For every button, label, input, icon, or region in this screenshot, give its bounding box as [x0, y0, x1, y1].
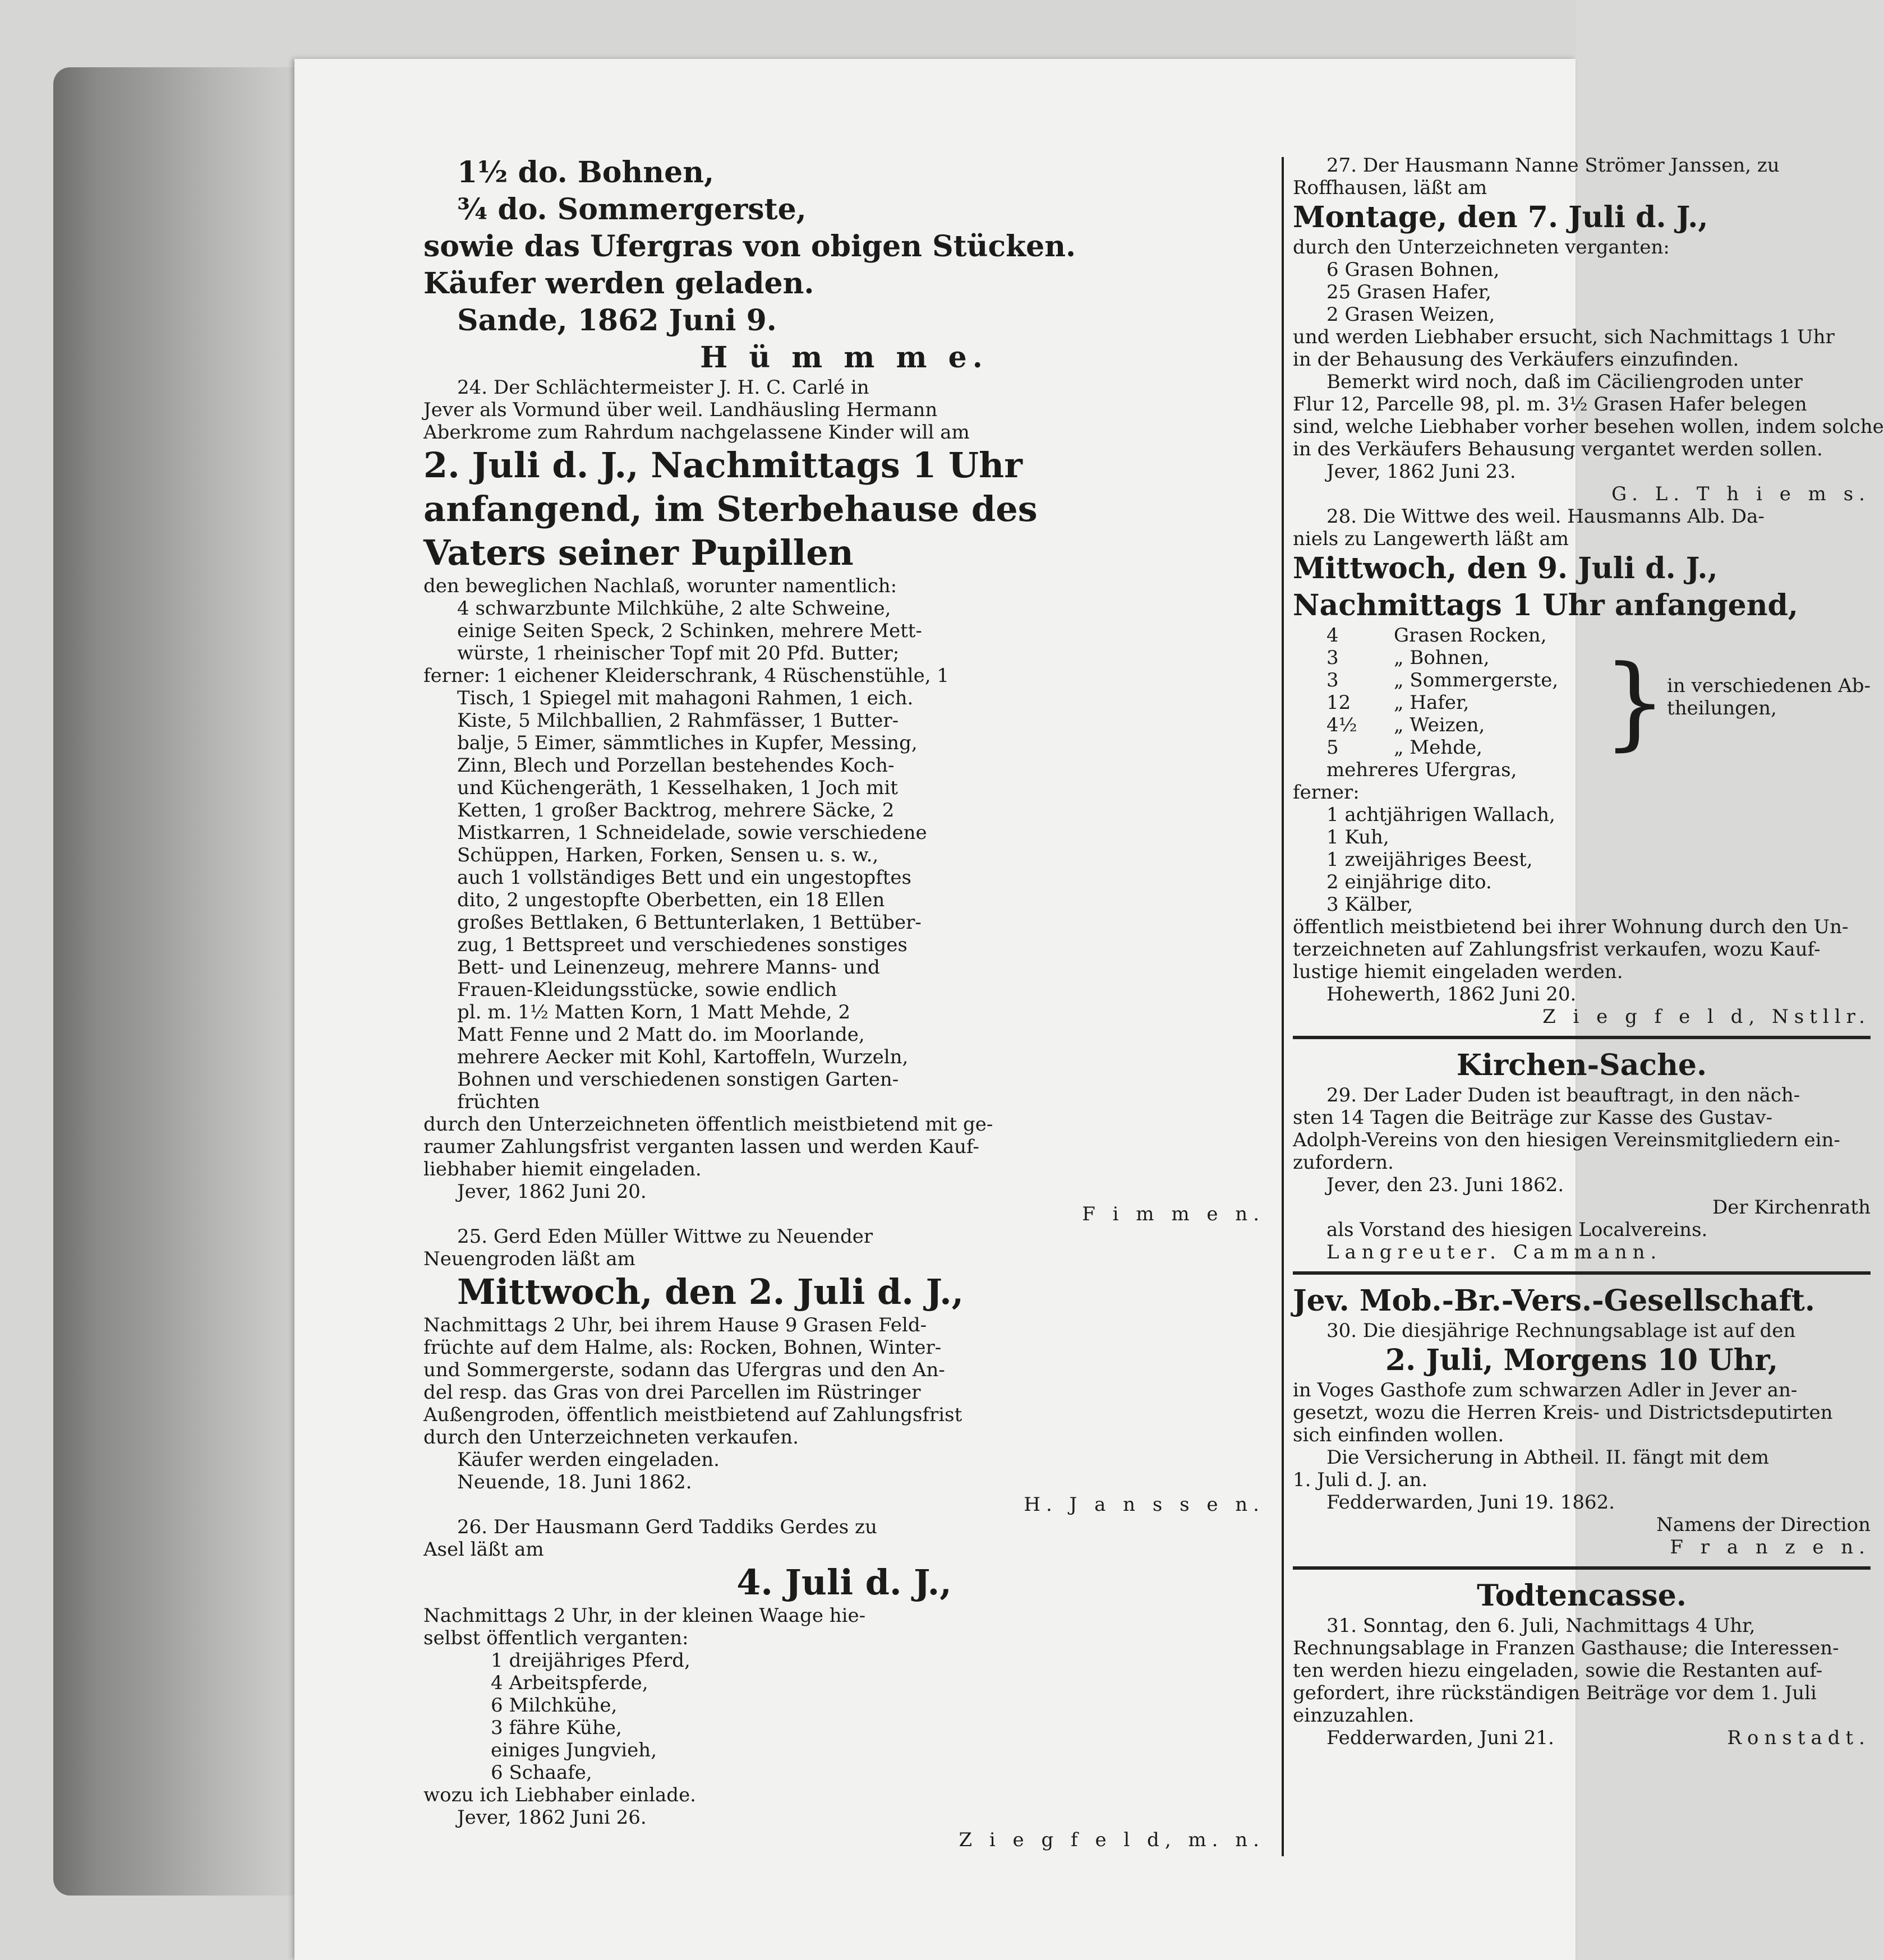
n24-body-line: liebhaber hiemit eingeladen.	[423, 1158, 702, 1180]
n28-list-row: 3 „ Bohnen,	[1326, 647, 1490, 669]
n28-list2-item: 2 einjährige dito.	[1326, 871, 1492, 893]
n28-line-2: niels zu Langewerth läßt am	[1293, 528, 1569, 550]
n25-bold: Mittwoch, den 2. Juli d. J.,	[457, 1271, 964, 1312]
signature-thiems: G. L. T h i e m s.	[1611, 483, 1871, 505]
n28-ferner: ferner:	[1293, 781, 1360, 804]
n27-body-line: in des Verkäufers Behausung vergantet werden sollen.	[1293, 438, 1823, 460]
n24-body-line: dito, 2 ungestopfte Oberbetten, ein 18 Ellen	[457, 889, 885, 911]
n25-body-line: Außengroden, öffentlich meistbietend auf Zahlungsfrist	[423, 1404, 962, 1426]
n26-list-item: 1 dreijähriges Pferd,	[491, 1649, 690, 1672]
n24-body-line: Jever, 1862 Juni 20.	[457, 1180, 647, 1203]
n31-line: Rechnungsablage in Franzen Gasthause; die Interessen-	[1293, 1637, 1839, 1659]
n26-bold: 4. Juli d. J.,	[736, 1562, 952, 1603]
signature-ziegfeld-nstllr: Z i e g f e l d, Nstllr.	[1542, 1006, 1871, 1028]
n26-list-item: 6 Schaafe,	[491, 1761, 592, 1784]
n28-list-row: 5 „ Mehde,	[1326, 736, 1482, 759]
n24-body-line: Zinn, Blech und Porzellan bestehendes Koch-	[457, 754, 895, 777]
n30-bold: 2. Juli, Morgens 10 Uhr,	[1385, 1343, 1779, 1377]
n25-body-line: Nachmittags 2 Uhr, bei ihrem Hause 9 Grasen Feld-	[423, 1314, 927, 1336]
n28-crop-items	[1293, 624, 1603, 781]
top-line-2: ¾ do. Sommergerste,	[457, 192, 807, 227]
n24-body-line: ferner: 1 eichener Kleiderschrank, 4 Rüschenstühle, 1	[423, 665, 949, 687]
n27-body-line: Flur 12, Parcelle 98, pl. m. 3½ Grasen Hafer belegen	[1293, 393, 1807, 416]
n29-sig-line: Langreuter. Cammann.	[1326, 1241, 1662, 1263]
n24-body-line: Bett- und Leinenzeug, mehrere Manns- und	[457, 956, 880, 979]
n31-line: 31. Sonntag, den 6. Juli, Nachmittags 4 Uhr,	[1326, 1615, 1756, 1637]
n24-body-line: zug, 1 Bettspreet und verschiedenes sonstiges	[457, 934, 908, 956]
n24-body-line: 4 schwarzbunte Milchkühe, 2 alte Schweine,	[457, 597, 891, 620]
n25-body-line: Neuende, 18. Juni 1862.	[457, 1471, 692, 1493]
n27-list-item: 2 Grasen Weizen,	[1326, 303, 1495, 326]
n30-body-line: sich einfinden wollen.	[1293, 1424, 1504, 1446]
n26-end-line: Jever, 1862 Juni 26.	[457, 1806, 647, 1829]
n24-line-3: Aberkrome zum Rahrdum nachgelassene Kinder will am	[423, 421, 970, 444]
n29-sig-line: Der Kirchenrath	[1712, 1196, 1871, 1219]
n24-body-line: und Küchengeräth, 1 Kesselhaken, 1 Joch mit	[457, 777, 898, 799]
n24-body-line: Bohnen und verschiedenen sonstigen Garten-	[457, 1068, 899, 1091]
n28-body-line: öffentlich meistbietend bei ihrer Wohnung durch den Un-	[1293, 916, 1849, 938]
n28-bold-1: Mittwoch, den 9. Juli d. J.,	[1293, 551, 1718, 585]
brace-symbol: }	[1602, 644, 1667, 761]
n24-body-line: Kiste, 5 Milchballien, 2 Rahmfässer, 1 Butter-	[457, 709, 899, 732]
n30-body-line: 1. Juli d. J. an.	[1293, 1469, 1428, 1491]
n28-bracket-note	[1667, 624, 1871, 781]
n28-body-line: Hohewerth, 1862 Juni 20.	[1326, 983, 1577, 1006]
top-line-5: Sande, 1862 Juni 9.	[457, 303, 777, 338]
n28-list2-item: 1 zweijähriges Beest,	[1326, 848, 1533, 871]
n29-line: sten 14 Tagen die Beiträge zur Kasse des Gustav-	[1293, 1106, 1772, 1129]
n28-body-line: terzeichneten auf Zahlungsfrist verkaufen, wozu Kauf-	[1293, 938, 1821, 961]
n24-body-line: großes Bettlaken, 6 Bettunterlaken, 1 Bettüber-	[457, 911, 922, 934]
bracket-line: theilungen,	[1667, 697, 1777, 720]
left-column	[423, 154, 1265, 1851]
top-line-3: sowie das Ufergras von obigen Stücken.	[423, 229, 1076, 264]
n24-body-line: Schüppen, Harken, Forken, Sensen u. s. w.,	[457, 844, 879, 866]
n26-list-item: einiges Jungvieh,	[491, 1739, 657, 1761]
n24-bold-3: Vaters seiner Pupillen	[423, 532, 854, 573]
n28-list-row: 3 „ Sommergerste,	[1326, 669, 1559, 691]
n26-list-item: 4 Arbeitspferde,	[491, 1672, 648, 1694]
n24-body-line: Tisch, 1 Spiegel mit mahagoni Rahmen, 1 eich.	[457, 687, 914, 709]
n28-bold-2: Nachmittags 1 Uhr anfangend,	[1293, 588, 1798, 622]
n27-line-1: 27. Der Hausmann Nanne Strömer Janssen, zu	[1326, 154, 1780, 177]
n31-date: Fedderwarden, Juni 21.	[1326, 1727, 1554, 1749]
n26-line-1: 26. Der Hausmann Gerd Taddiks Gerdes zu	[457, 1516, 877, 1538]
newspaper-page	[294, 59, 1884, 1960]
place-heading-humme: H ü m m m e.	[700, 340, 988, 375]
n25-body-line: Käufer werden eingeladen.	[457, 1449, 720, 1471]
n27-bold: Montage, den 7. Juli d. J.,	[1293, 200, 1708, 234]
n28-list-row: 4 Grasen Rocken,	[1326, 624, 1547, 647]
n24-body-line: raumer Zahlungsfrist verganten lassen und werden Kauf-	[423, 1136, 979, 1158]
book-page-edges	[53, 67, 294, 1896]
n26-line-2: Asel läßt am	[423, 1538, 544, 1561]
n29-sig-line: als Vorstand des hiesigen Localvereins.	[1326, 1219, 1708, 1241]
column-rule	[1282, 157, 1284, 1856]
n24-body-line: würste, 1 rheinischer Topf mit 20 Pfd. Butter;	[457, 642, 900, 665]
n31-line: gefordert, ihre rückständigen Beiträge vor dem 1. Juli	[1293, 1682, 1817, 1704]
n27-list-item: 6 Grasen Bohnen,	[1326, 259, 1500, 281]
n25-body-line: durch den Unterzeichneten verkaufen.	[423, 1426, 799, 1449]
n24-body-line: durch den Unterzeichneten öffentlich meistbietend mit ge-	[423, 1113, 993, 1136]
top-line-1: 1½ do. Bohnen,	[457, 155, 715, 190]
todtencasse-heading: Todtencasse.	[1477, 1579, 1687, 1613]
n24-line-1: 24. Der Schlächtermeister J. H. C. Carlé in	[457, 376, 869, 399]
n30-body-line: Die Versicherung in Abtheil. II. fängt mit dem	[1326, 1446, 1769, 1469]
n24-body-line: pl. m. 1½ Matten Korn, 1 Matt Mehde, 2	[457, 1001, 851, 1023]
n28-list-row: 12 „ Hafer,	[1326, 691, 1470, 714]
n26-end-line: wozu ich Liebhaber einlade.	[423, 1784, 696, 1806]
n28-list2-item: 3 Kälber,	[1326, 893, 1413, 916]
n30-body-line: gesetzt, wozu die Herren Kreis- und Districtsdeputirten	[1293, 1401, 1833, 1424]
n26-list-item: 6 Milchkühe,	[491, 1694, 618, 1717]
n28-list-row: 4½ „ Weizen,	[1326, 714, 1485, 736]
n24-body-line: Matt Fenne und 2 Matt do. im Moorlande,	[457, 1023, 865, 1046]
n24-body-line: Ketten, 1 großer Backtrog, mehrere Säcke, 2	[457, 799, 895, 822]
right-column	[1293, 154, 1884, 1749]
n25-line-2: Neuengroden läßt am	[423, 1248, 635, 1270]
n24-body-line: Frauen-Kleidungsstücke, sowie endlich	[457, 979, 837, 1001]
n28-line-1: 28. Die Wittwe des weil. Hausmanns Alb. Da-	[1326, 505, 1765, 528]
mob-vers-heading: Jev. Mob.-Br.-Vers.-Gesellschaft.	[1293, 1284, 1815, 1318]
n24-line-2: Jever als Vormund über weil. Landhäusling Hermann	[423, 399, 938, 421]
n30-sig-line: F r a n z e n.	[1670, 1536, 1871, 1558]
n25-line-1: 25. Gerd Eden Müller Wittwe zu Neuender	[457, 1225, 873, 1248]
n24-body-line: den beweglichen Nachlaß, worunter namentlich:	[423, 575, 897, 597]
n27-list-item: 25 Grasen Hafer,	[1326, 281, 1491, 303]
n25-body-line: früchte auf dem Halme, als: Rocken, Bohnen, Winter-	[423, 1336, 942, 1359]
signature-janssen: H. J a n s s e n.	[1024, 1493, 1265, 1516]
n28-list2-item: 1 achtjährigen Wallach,	[1326, 804, 1555, 826]
n31-line: ten werden hiezu eingeladen, sowie die Restanten auf-	[1293, 1659, 1823, 1682]
n27-body-line: Bemerkt wird noch, daß im Cäciliengroden unter	[1326, 371, 1803, 393]
n27-body-line: Jever, 1862 Juni 23.	[1326, 460, 1516, 483]
n24-body-line: früchten	[457, 1091, 540, 1113]
n29-line: Jever, den 23. Juni 1862.	[1326, 1174, 1564, 1196]
n24-body-line: Mistkarren, 1 Schneidelade, sowie verschiedene	[457, 822, 927, 844]
n24-body-line: balje, 5 Eimer, sämmtliches in Kupfer, Messing,	[457, 732, 918, 754]
n25-body-line: del resp. das Gras von drei Parcellen im Rüstringer	[423, 1381, 921, 1404]
n27-body-line: in der Behausung des Verkäufers einzufinden.	[1293, 348, 1739, 371]
n30-sig-line: Namens der Direction	[1656, 1514, 1871, 1536]
n27-line-2: Roffhausen, läßt am	[1293, 177, 1487, 199]
n24-body-line: einige Seiten Speck, 2 Schinken, mehrere Mett-	[457, 620, 922, 642]
n26-body-line: Nachmittags 2 Uhr, in der kleinen Waage hie-	[423, 1604, 866, 1627]
n30-body-line: Fedderwarden, Juni 19. 1862.	[1326, 1491, 1615, 1514]
n28-body-line: lustige hiemit eingeladen werden.	[1293, 961, 1623, 983]
section-divider	[1293, 1271, 1871, 1275]
n29-line: zufordern.	[1293, 1151, 1394, 1174]
n24-body-line: mehrere Aecker mit Kohl, Kartoffeln, Wurzeln,	[457, 1046, 909, 1068]
n28-list-row: mehreres Ufergras,	[1326, 759, 1517, 781]
n30-body-line: in Voges Gasthofe zum schwarzen Adler in Jever an-	[1293, 1379, 1798, 1401]
n28-crop-list	[1293, 624, 1871, 781]
n24-bold-1: 2. Juli d. J., Nachmittags 1 Uhr	[423, 445, 1022, 486]
n24-body	[423, 575, 1265, 1203]
n27-intro: durch den Unterzeichneten verganten:	[1293, 236, 1670, 259]
n27-body-line: sind, welche Liebhaber vorher besehen wollen, indem solche	[1293, 416, 1884, 438]
n25-body-line: und Sommergerste, sodann das Ufergras und den An-	[423, 1359, 945, 1381]
n24-body-line: auch 1 vollständiges Bett und ein ungestopftes	[457, 866, 911, 889]
kirchen-sache-heading: Kirchen-Sache.	[1456, 1048, 1707, 1082]
n28-list2-item: 1 Kuh,	[1326, 826, 1389, 848]
n29-line: Adolph-Vereins von den hiesigen Vereinsmitgliedern ein-	[1293, 1129, 1840, 1151]
top-line-4: Käufer werden geladen.	[423, 266, 814, 301]
n27-body-line: und werden Liebhaber ersucht, sich Nachmittags 1 Uhr	[1293, 326, 1835, 348]
signature-fimmen: F i m m e n.	[1082, 1203, 1265, 1225]
n30-first: 30. Die diesjährige Rechnungsablage ist auf den	[1326, 1320, 1796, 1342]
section-divider	[1293, 1566, 1871, 1570]
n31-footer	[1293, 1727, 1871, 1749]
n26-body-line: selbst öffentlich verganten:	[423, 1627, 689, 1649]
bracket-line: in verschiedenen Ab-	[1667, 675, 1871, 697]
section-divider	[1293, 1036, 1871, 1039]
n31-line: einzuzahlen.	[1293, 1704, 1415, 1727]
signature-ronstadt: Ronstadt.	[1727, 1727, 1871, 1749]
signature-ziegfeld: Z i e g f e l d, m. n.	[959, 1829, 1265, 1851]
n29-line: 29. Der Lader Duden ist beauftragt, in den näch-	[1326, 1084, 1800, 1106]
n24-bold-2: anfangend, im Sterbehause des	[423, 488, 1038, 529]
n26-list-item: 3 fähre Kühe,	[491, 1717, 622, 1739]
